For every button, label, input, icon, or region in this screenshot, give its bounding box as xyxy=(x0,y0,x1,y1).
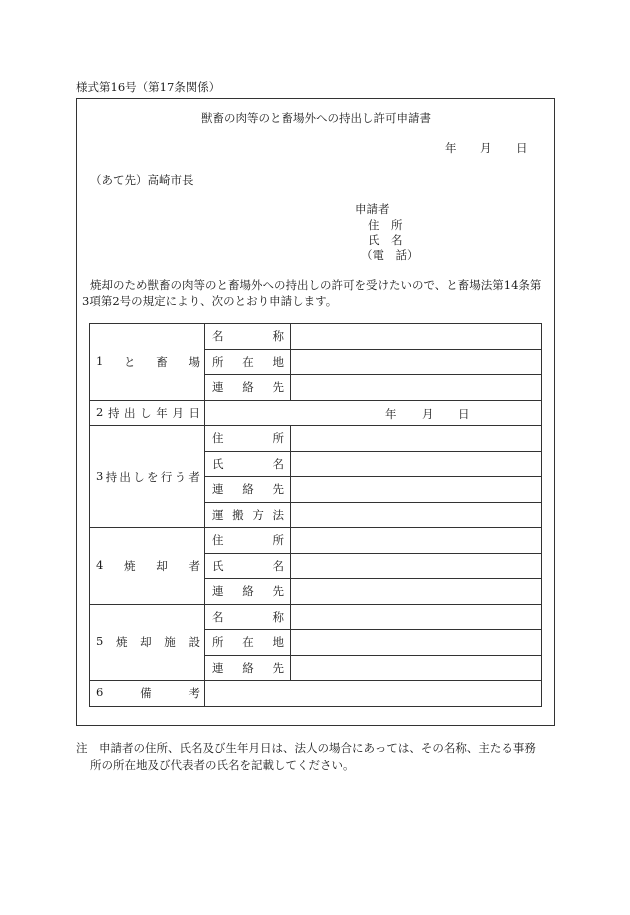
form-title: 獣畜の肉等のと畜場外への持出し許可申請書 xyxy=(201,111,431,125)
field-label: 名 称 xyxy=(205,324,291,350)
table-row xyxy=(90,604,542,630)
field-input[interactable] xyxy=(291,528,542,554)
table-row xyxy=(90,681,542,707)
field-input[interactable] xyxy=(291,426,542,452)
field-label: 連 絡 先 xyxy=(205,375,291,401)
field-label: 所 在 地 xyxy=(205,630,291,656)
field-input[interactable]: 年 月 日 xyxy=(205,400,542,426)
body-text-line-1: 焼却のため獣畜の肉等のと畜場外への持出しの許可を受けたいので、と畜場法第14条第 xyxy=(90,278,542,292)
field-input[interactable] xyxy=(291,579,542,605)
field-input[interactable] xyxy=(291,477,542,503)
note-line-2: 所の所在地及び代表者の氏名を記載してください。 xyxy=(90,758,355,772)
field-label: 連 絡 先 xyxy=(205,655,291,681)
applicant-name: 氏 名 xyxy=(368,233,403,247)
table-row xyxy=(90,400,542,426)
note-line-1: 注 申請者の住所、氏名及び生年月日は、法人の場合にあっては、その名称、主たる事務 xyxy=(76,741,536,755)
field-input[interactable] xyxy=(291,604,542,630)
section-label: 1 と 畜 場 xyxy=(90,324,205,401)
addressee: （あて先）高崎市長 xyxy=(90,173,194,187)
table-row xyxy=(90,426,542,452)
table-row xyxy=(90,324,542,350)
field-label: 住 所 xyxy=(205,426,291,452)
form-number: 様式第16号（第17条関係） xyxy=(76,80,221,94)
field-input[interactable] xyxy=(291,451,542,477)
section-label: 5 焼 却 施 設 xyxy=(90,604,205,681)
section-label: 4 焼 却 者 xyxy=(90,528,205,605)
field-input[interactable] xyxy=(205,681,542,707)
applicant-label: 申請者 xyxy=(355,202,390,216)
application-table xyxy=(89,323,542,707)
field-input[interactable] xyxy=(291,553,542,579)
section-label: 2 持 出 し 年 月 日 xyxy=(90,400,205,426)
section-label: 6 備 考 xyxy=(90,681,205,707)
section-label: 3 持 出 し を 行 う 者 xyxy=(90,426,205,528)
applicant-address: 住 所 xyxy=(368,218,403,232)
field-label: 住 所 xyxy=(205,528,291,554)
table-row xyxy=(90,528,542,554)
field-label: 名 称 xyxy=(205,604,291,630)
applicant-phone: （電 話） xyxy=(361,248,419,262)
date-day: 日 xyxy=(516,141,528,155)
field-label: 氏 名 xyxy=(205,451,291,477)
field-label: 氏 名 xyxy=(205,553,291,579)
field-input[interactable] xyxy=(291,324,542,350)
field-label: 連 絡 先 xyxy=(205,477,291,503)
field-label: 連 絡 先 xyxy=(205,579,291,605)
field-input[interactable] xyxy=(291,349,542,375)
date-year: 年 xyxy=(445,141,457,155)
body-text-line-2: 3項第2号の規定により、次のとおり申請します。 xyxy=(82,294,338,308)
field-input[interactable] xyxy=(291,630,542,656)
field-input[interactable] xyxy=(291,375,542,401)
field-input[interactable] xyxy=(291,655,542,681)
date-month: 月 xyxy=(480,141,492,155)
field-input[interactable] xyxy=(291,502,542,528)
field-label: 所 在 地 xyxy=(205,349,291,375)
field-label: 運 搬 方 法 xyxy=(205,502,291,528)
